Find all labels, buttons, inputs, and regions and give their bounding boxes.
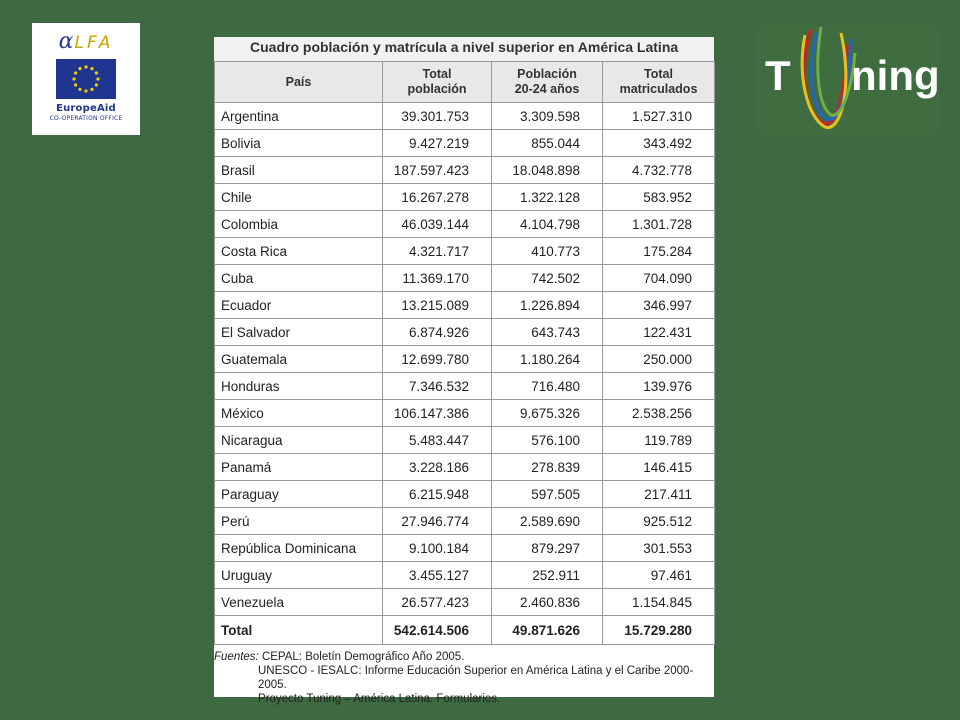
table-row <box>215 373 715 400</box>
cell-total-poblacion: 12.699.780 <box>383 346 492 373</box>
cell-poblacion-20-24: 252.911 <box>492 562 603 589</box>
cell-poblacion-20-24: 879.297 <box>492 535 603 562</box>
cell-country-name: Colombia <box>215 211 383 238</box>
cell-country-name: Guatemala <box>215 346 383 373</box>
cell-total-matriculados: 2.538.256 <box>603 400 715 427</box>
cell-total-matriculados: 217.411 <box>603 481 715 508</box>
cell-total-matriculados: 250.000 <box>603 346 715 373</box>
cell-total-matriculados: 925.512 <box>603 508 715 535</box>
cell-poblacion-20-24: 643.743 <box>492 319 603 346</box>
source-tuning: Proyecto Tuning – América Latina. Formularios. <box>258 693 501 705</box>
cell-total-poblacion: 46.039.144 <box>383 211 492 238</box>
eu-star-icon <box>78 88 81 91</box>
cell-total-poblacion: 9.427.219 <box>383 130 492 157</box>
total-cell-total-poblacion: 542.614.506 <box>383 616 492 645</box>
cell-poblacion-20-24: 576.100 <box>492 427 603 454</box>
cell-total-poblacion: 11.369.170 <box>383 265 492 292</box>
tuning-logo <box>757 25 939 135</box>
cell-total-poblacion: 3.455.127 <box>383 562 492 589</box>
header-poblacion-line1: Población <box>517 67 577 81</box>
table-row <box>215 319 715 346</box>
alfa-wordmark <box>32 29 140 55</box>
eu-star-icon <box>74 71 77 74</box>
eu-star-icon <box>74 83 77 86</box>
cell-country-name: Paraguay <box>215 481 383 508</box>
cell-country-name: Ecuador <box>215 292 383 319</box>
cell-poblacion-20-24: 9.675.326 <box>492 400 603 427</box>
cell-poblacion-20-24: 1.226.894 <box>492 292 603 319</box>
cell-total-poblacion: 187.597.423 <box>383 157 492 184</box>
total-cell-country-name: Total <box>215 616 383 645</box>
population-table <box>214 61 715 645</box>
eu-star-icon <box>96 77 99 80</box>
table-title: Cuadro población y matrícula a nivel superior en América Latina <box>214 37 714 61</box>
eu-flag-icon <box>56 59 116 99</box>
table-row <box>215 211 715 238</box>
cell-poblacion-20-24: 4.104.798 <box>492 211 603 238</box>
header-total-poblacion <box>383 62 492 103</box>
cell-total-matriculados: 175.284 <box>603 238 715 265</box>
cell-poblacion-20-24: 1.322.128 <box>492 184 603 211</box>
cell-total-poblacion: 9.100.184 <box>383 535 492 562</box>
cell-poblacion-20-24: 278.839 <box>492 454 603 481</box>
cell-total-matriculados: 122.431 <box>603 319 715 346</box>
eu-star-icon <box>84 89 87 92</box>
cell-total-matriculados: 301.553 <box>603 535 715 562</box>
cell-total-poblacion: 6.215.948 <box>383 481 492 508</box>
eu-star-icon <box>72 77 75 80</box>
table-row <box>215 265 715 292</box>
table-row <box>215 130 715 157</box>
cell-total-poblacion: 7.346.532 <box>383 373 492 400</box>
cell-total-matriculados: 583.952 <box>603 184 715 211</box>
cell-poblacion-20-24: 742.502 <box>492 265 603 292</box>
table-row <box>215 292 715 319</box>
table-row <box>215 157 715 184</box>
cell-country-name: Panamá <box>215 454 383 481</box>
cell-country-name: Brasil <box>215 157 383 184</box>
table-row <box>215 184 715 211</box>
cell-poblacion-20-24: 597.505 <box>492 481 603 508</box>
sources-line-1 <box>214 650 714 664</box>
cell-total-matriculados: 97.461 <box>603 562 715 589</box>
cell-total-poblacion: 26.577.423 <box>383 589 492 616</box>
cell-poblacion-20-24: 2.589.690 <box>492 508 603 535</box>
cell-total-matriculados: 1.154.845 <box>603 589 715 616</box>
header-total-poblacion-line2: población <box>407 82 467 96</box>
cell-country-name: Costa Rica <box>215 238 383 265</box>
eu-star-icon <box>95 83 98 86</box>
cell-total-poblacion: 27.946.774 <box>383 508 492 535</box>
table-row <box>215 481 715 508</box>
cell-poblacion-20-24: 18.048.898 <box>492 157 603 184</box>
eu-star-icon <box>84 65 87 68</box>
cell-country-name: Honduras <box>215 373 383 400</box>
cell-total-matriculados: 139.976 <box>603 373 715 400</box>
cell-poblacion-20-24: 2.460.836 <box>492 589 603 616</box>
total-cell-poblacion-20-24: 49.871.626 <box>492 616 603 645</box>
tuning-u-swoosh-icon <box>797 25 857 135</box>
alfa-text: LFA <box>74 33 114 53</box>
sources-label: Fuentes: <box>214 651 259 663</box>
eu-star-icon <box>90 88 93 91</box>
cell-total-matriculados: 343.492 <box>603 130 715 157</box>
cell-total-matriculados: 119.789 <box>603 427 715 454</box>
cell-country-name: Perú <box>215 508 383 535</box>
header-pais-label: País <box>285 74 312 89</box>
source-cepal: CEPAL: Boletín Demográfico Año 2005. <box>261 651 465 663</box>
cell-total-poblacion: 4.321.717 <box>383 238 492 265</box>
alfa-alpha: α <box>58 29 75 54</box>
cell-total-matriculados: 4.732.778 <box>603 157 715 184</box>
cell-poblacion-20-24: 410.773 <box>492 238 603 265</box>
table-row <box>215 589 715 616</box>
header-matriculados-line2: matriculados <box>619 82 698 96</box>
cell-country-name: Uruguay <box>215 562 383 589</box>
cell-country-name: Bolivia <box>215 130 383 157</box>
cell-country-name: Venezuela <box>215 589 383 616</box>
cell-total-poblacion: 6.874.926 <box>383 319 492 346</box>
cell-country-name: República Dominicana <box>215 535 383 562</box>
eu-star-icon <box>95 71 98 74</box>
cell-country-name: México <box>215 400 383 427</box>
cell-country-name: Argentina <box>215 103 383 130</box>
table-row <box>215 238 715 265</box>
total-cell-total-matriculados: 15.729.280 <box>603 616 715 645</box>
header-poblacion-20-24 <box>492 62 603 103</box>
tuning-letter-t: T <box>765 52 791 99</box>
cell-total-matriculados: 704.090 <box>603 265 715 292</box>
eu-star-icon <box>90 67 93 70</box>
population-table-card <box>214 37 714 705</box>
table-row <box>215 508 715 535</box>
header-total-matriculados <box>603 62 715 103</box>
tuning-letters-ning: ning <box>851 52 940 99</box>
table-row <box>215 562 715 589</box>
header-pais <box>215 62 383 103</box>
table-row <box>215 535 715 562</box>
europeaid-name: EuropeAid <box>56 103 116 114</box>
cell-total-matriculados: 1.527.310 <box>603 103 715 130</box>
cell-poblacion-20-24: 716.480 <box>492 373 603 400</box>
table-row <box>215 400 715 427</box>
sources-note <box>214 650 714 706</box>
table-header-row <box>215 62 715 103</box>
cell-total-poblacion: 13.215.089 <box>383 292 492 319</box>
cell-total-poblacion: 16.267.278 <box>383 184 492 211</box>
table-row <box>215 427 715 454</box>
table-body <box>215 103 715 645</box>
cell-total-matriculados: 146.415 <box>603 454 715 481</box>
cell-country-name: El Salvador <box>215 319 383 346</box>
cell-poblacion-20-24: 855.044 <box>492 130 603 157</box>
cell-total-matriculados: 346.997 <box>603 292 715 319</box>
cell-country-name: Nicaragua <box>215 427 383 454</box>
cell-total-poblacion: 5.483.447 <box>383 427 492 454</box>
cell-total-poblacion: 3.228.186 <box>383 454 492 481</box>
cell-total-matriculados: 1.301.728 <box>603 211 715 238</box>
eu-star-icon <box>78 67 81 70</box>
source-unesco: UNESCO - IESALC: Informe Educación Superior en América Latina y el Caribe 2000-2005. <box>258 665 694 691</box>
table-row <box>215 454 715 481</box>
cell-total-poblacion: 39.301.753 <box>383 103 492 130</box>
cell-country-name: Chile <box>215 184 383 211</box>
europeaid-subtitle: CO-OPERATION OFFICE <box>49 115 123 122</box>
cell-country-name: Cuba <box>215 265 383 292</box>
cell-poblacion-20-24: 3.309.598 <box>492 103 603 130</box>
cell-poblacion-20-24: 1.180.264 <box>492 346 603 373</box>
cell-total-poblacion: 106.147.386 <box>383 400 492 427</box>
header-matriculados-line1: Total <box>644 67 673 81</box>
table-row <box>215 103 715 130</box>
table-total-row <box>215 616 715 645</box>
header-poblacion-line2: 20-24 años <box>514 82 580 96</box>
alfa-europeaid-logo <box>32 23 140 135</box>
header-total-poblacion-line1: Total <box>422 67 452 81</box>
table-row <box>215 346 715 373</box>
